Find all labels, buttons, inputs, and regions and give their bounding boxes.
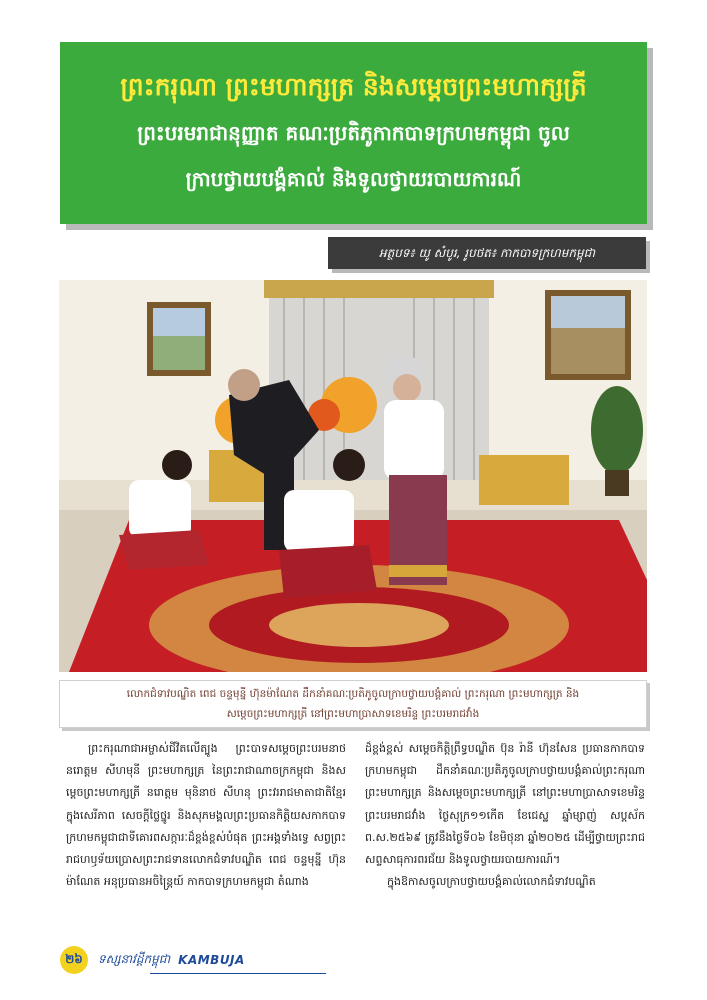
- title-line-1: ព្រះករុណា ព្រះមហាក្សត្រ និងសម្តេចព្រះមហាក្សត្រី: [120, 72, 587, 101]
- article-title-banner: [60, 42, 647, 224]
- body-paragraph-right-2: ក្នុងឱកាសចូលក្រាបថ្វាយបង្គំគាល់លោកជំទាវបណ្ឌិត: [387, 875, 596, 889]
- byline: អត្ថបទ៖ យូ សំបូរ, រូបថត៖ កាកបាទក្រហមកម្ពុជា: [328, 237, 646, 269]
- title-line-3: ក្រាបថ្វាយបង្គំគាល់ និងទូលថ្វាយរបាយការណ៍: [185, 167, 522, 191]
- magazine-name: ទស្សនាវដ្តីកម្ពុជា: [98, 952, 171, 966]
- photo-caption: [59, 680, 647, 728]
- body-paragraph-left: ព្រះករុណាជាអម្ចាស់ជីវិតលើត្បូង ព្រះបាទសម្តេចព្រះបរមនាថ នរោត្តម សីហមុនី ព្រះមហាក្សត្រ នៃព្រះរាជាណាចក្រកម្ពុជា និងសម្តេចព្រះមហាក្សត្រី នរោត្តម មុនិនាថ សីហនុ ព្រះវររាជមាតាជាតិខ្មែរ ក្នុងសេរីភាព សេចក្តីថ្លៃថ្នូរ និងសុភមង្គលព្រះប្រធានកិត្តិយសកាកបាទក្រហមកម្ពុជាជាទីគោរពសក្ការៈដ៏ខ្ពង់ខ្ពស់បំផុត ព្រះអង្គទាំងទ្វេ សព្វព្រះរាជហឫទ័យប្រោសព្រះរាជទានលោកជំទាវបណ្ឌិត ពេជ ចន្ទមុន្នី ហ៊ុន ម៉ាណែត អនុប្រធានអចិន្ត្រៃយ៍ កាកបាទក្រហមកម្ពុជា តំណាង: [66, 742, 346, 889]
- brand-name: KAMBUJA: [178, 953, 245, 967]
- footer-underline: [150, 973, 326, 974]
- page-footer: [60, 944, 360, 976]
- body-paragraph-right: ដ៏ខ្ពង់ខ្ពស់ សម្តេចកិត្តិព្រឹទ្ធបណ្ឌិត ប៊ុន រ៉ានី ហ៊ុនសែន ប្រធានកាកបាទក្រហមកម្ពុជា ដឹកនាំគណៈប្រតិភូចូលក្រាបថ្វាយបង្គំគាល់ព្រះករុណា ព្រះមហាក្សត្រ និងសម្តេចព្រះមហាក្សត្រី នៅព្រះមហាប្រាសាទខេមរិន្ទ ព្រះបរមរាជវាំង ថ្ងៃសុក្រ១១កើត ខែជេស្ឋ ឆ្នាំម្សាញ់ សប្តស័ក ព.ស.២៥៦៩ ត្រូវនឹងថ្ងៃទី០៦ ខែមិថុនា ឆ្នាំ២០២៥ ដើម្បីថ្វាយព្រះរាជសព្ទសាធុការពរជ័យ និងទូលថ្វាយរបាយការណ៍។: [365, 742, 645, 867]
- page-number-badge: ២៦: [60, 946, 88, 974]
- title-line-2: ព្រះបរមរាជានុញ្ញាត គណៈប្រតិភូកាកបាទក្រហមកម្ពុជា ចូល: [137, 121, 570, 145]
- body-column-right: [365, 738, 645, 924]
- caption-line-1: លោកជំទាវបណ្ឌិត ពេជ ចន្ទមុន្នី ហ៊ុនម៉ាណែត ដឹកនាំគណៈប្រតិភូចូលក្រាបថ្វាយបង្គំគាល់ ព្រះករុណា ព្រះមហាក្សត្រ និង: [126, 688, 580, 700]
- caption-line-2: សម្តេចព្រះមហាក្សត្រី នៅព្រះមហាប្រាសាទខេមរិន្ទ ព្រះបរមរាជវាំង: [226, 708, 480, 720]
- body-column-left: [66, 738, 346, 924]
- photo-illustration: [59, 280, 647, 672]
- article-photo: [59, 280, 647, 672]
